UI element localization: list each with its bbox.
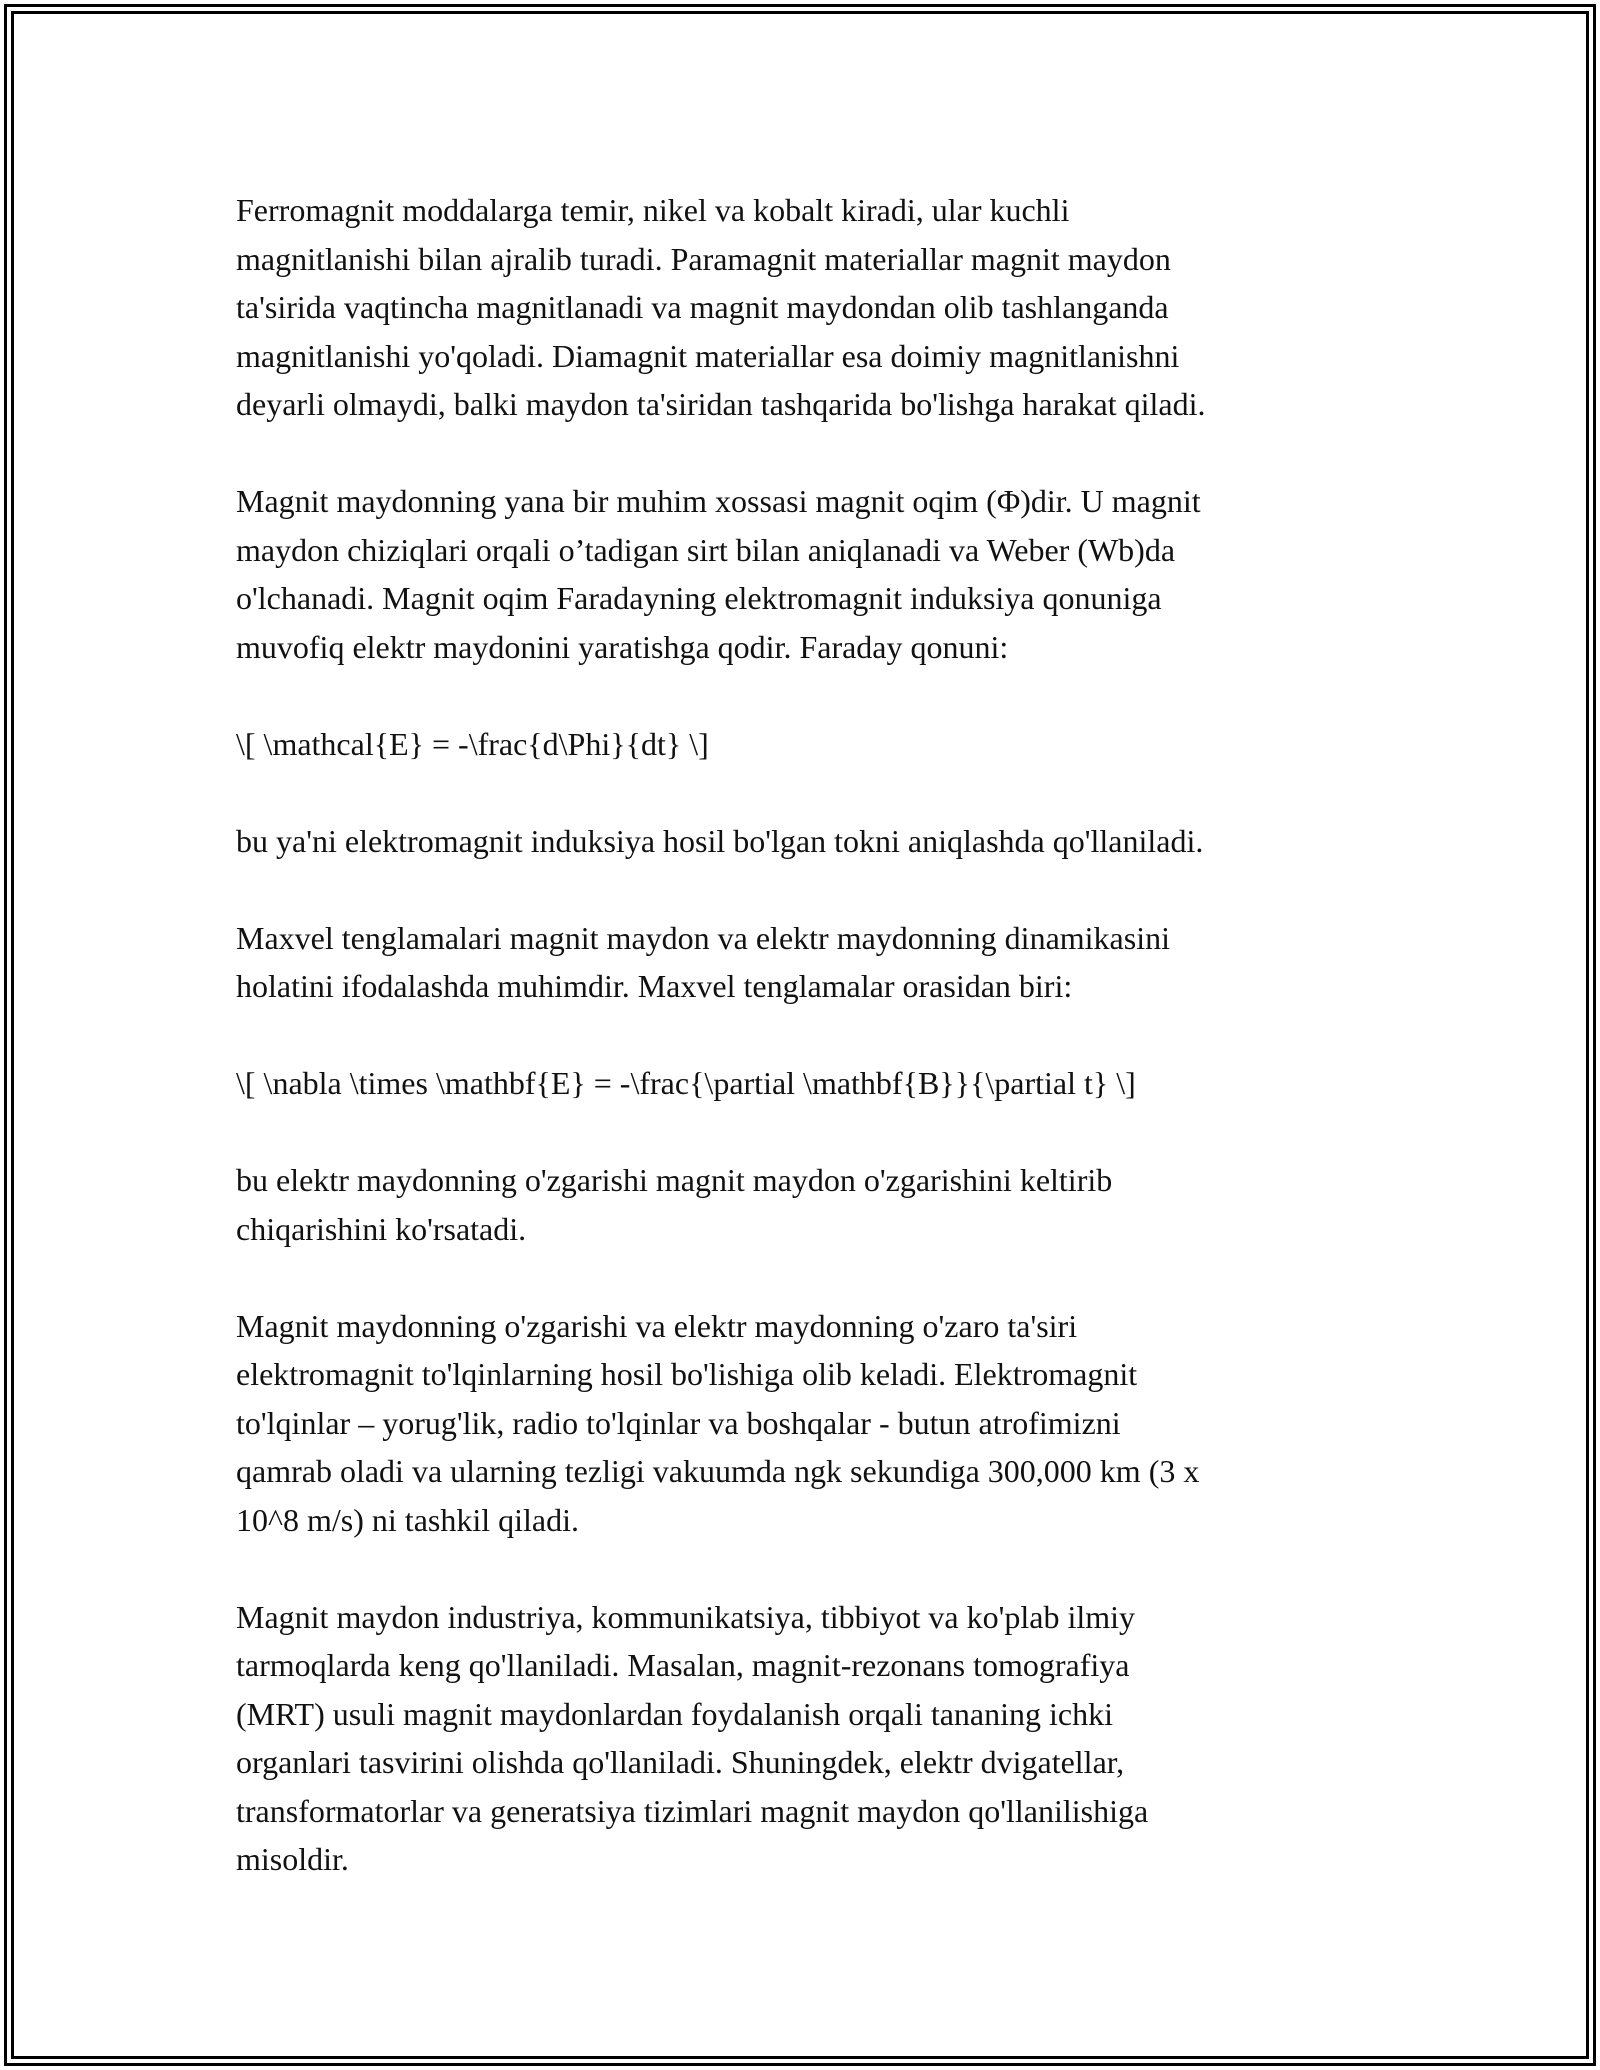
formula-faraday-law: \[ \mathcal{E} = -\frac{d\Phi}{dt} \] [236,725,709,762]
paragraph-maxwell-explanation: bu elektr maydonning o'zgarishi magnit maydon o'zgarishini keltirib chiqarishini ko'rsatadi. [236,1162,1113,1247]
formula-maxwell-faraday: \[ \nabla \times \mathbf{E} = -\frac{\partial \mathbf{B}}{\partial t} \] [236,1065,1136,1101]
paragraph-magnetic-flux: Magnit maydonning yana bir muhim xossasi magnit oqim (Φ)dir. U magnit maydon chiziqlari orqali o’tadigan sirt bilan aniqlanadi va Weber (Wb)da o'lchanadi. Magnit oqim Faradayning elektromagnit induksiya qonuniga muvofiq elektr maydonini yaratishga qodir. Faraday qonuni: [236,483,1201,665]
paragraph-applications: Magnit maydon industriya, kommunikatsiya, tibbiyot va ko'plab ilmiy tarmoqlarda keng qo'llaniladi. Masalan, magnit-rezonans tomografiya (MRT) usuli magnit maydonlardan foydalanish orqali tananing ichki organlari tasvirini olishda qo'llaniladi. Shuningdek, elektr dvigatellar, transformatorlar va generatsiya tizimlari magnit maydon qo'llanilishiga misoldir. [236,1598,1149,1877]
paragraph-maxwell-equations: Maxvel tenglamalari magnit maydon va elektr maydonning dinamikasini holatini ifodalashda muhimdir. Maxvel tenglamalar orasidan biri: [236,919,1170,1004]
paragraph-magnetic-materials: Ferromagnit moddalarga temir, nikel va kobalt kiradi, ular kuchli magnitlanishi bilan ajralib turadi. Paramagnit materiallar magnit maydon ta'sirida vaqtincha magnitlanadi va magnit maydondan olib tashlanganda magnitlanishi yo'qoladi. Diamagnit materiallar esa doimiy magnitlanishni deyarli olmaydi, balki maydon ta'siridan tashqarida bo'lishga harakat qiladi. [236,192,1206,422]
paragraph-faraday-explanation: bu ya'ni elektromagnit induksiya hosil bo'lgan tokni aniqlashda qo'llaniladi. [236,822,1204,859]
document-body [236,186,1356,1884]
paragraph-electromagnetic-waves: Magnit maydonning o'zgarishi va elektr maydonning o'zaro ta'siri elektromagnit to'lqinlarning hosil bo'lishiga olib keladi. Elektromagnit to'lqinlar – yorug'lik, radio to'lqinlar va boshqalar - butun atrofimizni qamrab oladi va ularning tezligi vakuumda ngk sekundiga 300,000 km (3 x 10^8 m/s) ni tashkil qiladi. [236,1307,1200,1538]
